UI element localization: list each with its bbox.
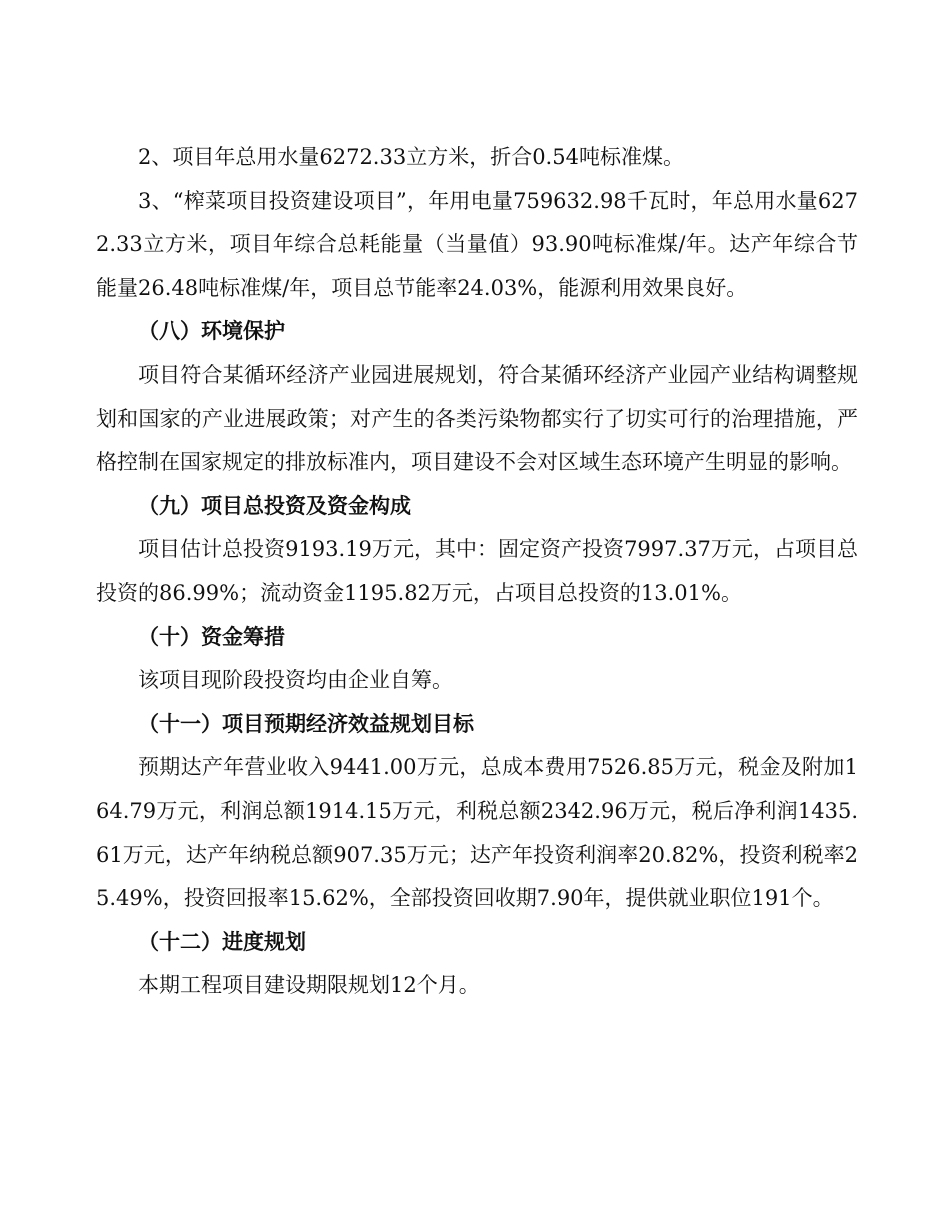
heading-economic-targets: （十一）项目预期经济效益规划目标 <box>138 711 474 736</box>
paragraph-water-usage: 2、项目年总用水量6272.33立方米，折合0.54吨标准煤。 <box>138 145 684 169</box>
paragraph-economic-targets: 预期达产年营业收入9441.00万元，总成本费用7526.85万元，税金及附加164.79万元，利润总额1914.15万元，利税总额2342.96万元，税后净利润1435.61万元，达产年纳税总额907.35万元；达产年投资利润率20.82%，投资利税率25.49%，投资回报率15.62%，全部投资回收期7.90年，提供就业职位191个。 <box>96 755 858 911</box>
paragraph-environment: 项目符合某循环经济产业园进展规划，符合某循环经济产业园产业结构调整规划和国家的产业进展政策；对产生的各类污染物都实行了切实可行的治理措施，严格控制在国家规定的排放标准内，项目建设不会对区域生态环境产生明显的影响。 <box>96 362 858 475</box>
paragraph-energy-summary: 3、“榨菜项目投资建设项目”，年用电量759632.98千瓦时，年总用水量6272.33立方米，项目年综合总耗能量（当量值）93.90吨标准煤/年。达产年综合节能量26.48吨标准煤/年，项目总节能率24.03%，能源利用效果良好。 <box>96 188 858 300</box>
paragraph-funding: 该项目现阶段投资均由企业自筹。 <box>138 668 453 693</box>
heading-schedule: （十二）进度规划 <box>138 929 306 954</box>
heading-investment: （九）项目总投资及资金构成 <box>138 493 411 518</box>
paragraph-investment: 项目估计总投资9193.19万元，其中：固定资产投资7997.37万元，占项目总投资的86.99%；流动资金1195.82万元，占项目总投资的13.01%。 <box>96 537 858 605</box>
document-body <box>96 136 858 1008</box>
paragraph-schedule: 本期工程项目建设期限规划12个月。 <box>138 973 480 998</box>
heading-environment: （八）环境保护 <box>138 319 285 344</box>
heading-funding: （十）资金筹措 <box>138 624 285 649</box>
